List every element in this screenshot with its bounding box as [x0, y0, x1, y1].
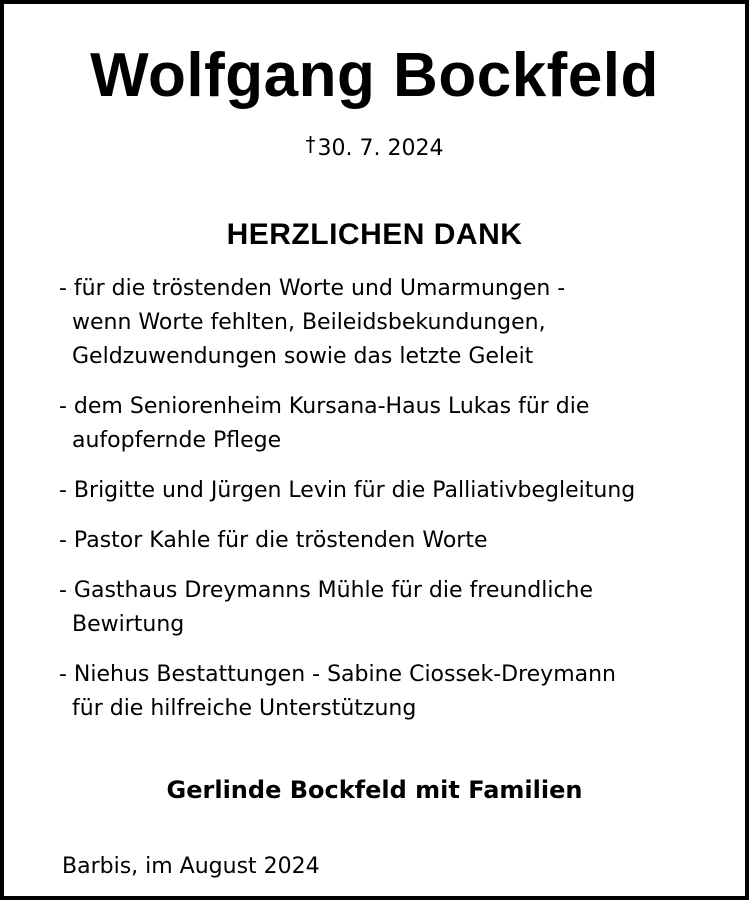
thanks-item — [59, 574, 739, 642]
thanks-item-line: Geldzuwendungen sowie das letzte Geleit — [72, 344, 534, 369]
thanks-item-line: - Brigitte und Jürgen Levin für die Palliativbegleitung — [59, 478, 636, 503]
thanks-item — [59, 524, 739, 558]
thanks-list — [59, 272, 739, 742]
signature: Gerlinde Bockfeld mit Familien — [166, 776, 583, 804]
thanks-heading: HERZLICHEN DANK — [226, 218, 523, 251]
thanks-item — [59, 658, 739, 726]
place-and-date: Barbis, im August 2024 — [62, 854, 320, 879]
thanks-item — [59, 390, 739, 458]
thanks-item — [59, 474, 739, 508]
deceased-name: Wolfgang Bockfeld — [90, 41, 659, 110]
thanks-item — [59, 272, 739, 374]
thanks-item-line: - Pastor Kahle für die tröstenden Worte — [59, 528, 488, 553]
thanks-item-line: für die hilfreiche Unterstützung — [72, 696, 417, 721]
cross-icon: † — [305, 132, 316, 156]
thanks-item-line: - Gasthaus Dreymanns Mühle für die freundliche — [59, 578, 594, 603]
thanks-item-line: aufopfernde Pflege — [72, 428, 282, 453]
death-date: 30. 7. 2024 — [317, 136, 444, 161]
thanks-item-line: Bewirtung — [72, 612, 185, 637]
death-date-line — [4, 134, 745, 163]
thanks-item-line: wenn Worte fehlten, Beileidsbekundungen, — [72, 310, 546, 335]
thanks-item-line: - dem Seniorenheim Kursana-Haus Lukas für die — [59, 394, 590, 419]
thanks-item-line: - Niehus Bestattungen - Sabine Ciossek-Dreymann — [59, 662, 617, 687]
thanks-item-line: - für die tröstenden Worte und Umarmungen - — [59, 276, 566, 301]
